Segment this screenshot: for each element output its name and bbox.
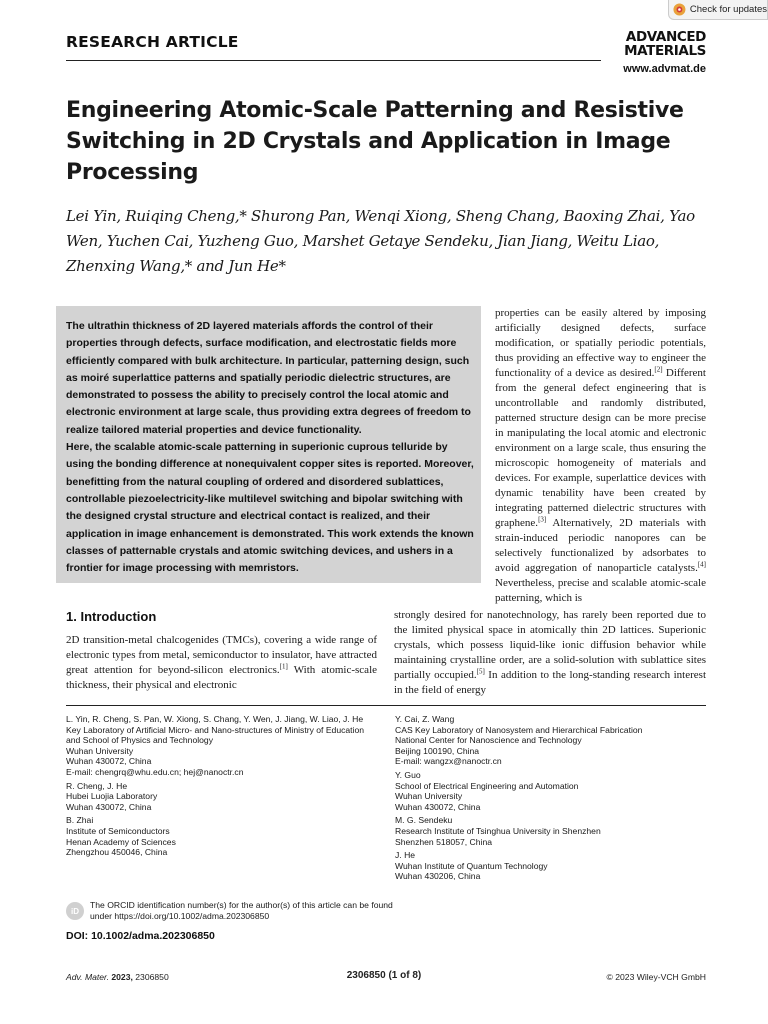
journal-url[interactable]: www.advmat.de bbox=[623, 63, 706, 75]
affiliation-authors: Y. Cai, Z. Wang bbox=[395, 714, 455, 724]
affiliation-line: Institute of Semiconductors bbox=[66, 825, 170, 836]
affiliation-block bbox=[395, 770, 707, 812]
affiliation-authors: M. G. Sendeku bbox=[395, 815, 453, 826]
affiliation-line: Beijing 100190, China bbox=[395, 745, 480, 756]
affiliation-line: Henan Academy of Sciences bbox=[66, 836, 176, 847]
check-for-updates-icon bbox=[673, 3, 686, 16]
article-title: Engineering Atomic-Scale Patterning and Resistive Switching in 2D Crystals and Application in Image Processing bbox=[66, 98, 684, 185]
header-divider bbox=[66, 60, 601, 61]
journal-logo-line2: MATERIALS bbox=[624, 43, 706, 59]
affiliation-line: Zhengzhou 450046, China bbox=[66, 847, 168, 858]
affiliation-authors: B. Zhai bbox=[66, 815, 94, 826]
check-for-updates-label: Check for updates bbox=[689, 4, 767, 15]
body-text-right-continuation: strongly desired for nanotechnology, has rarely been reported due to the limited physical space in atomically thin 2D lattices. Superionic crystals, which possess liquid-like ionic diffusion behavior while maintaining crystalline order, are a solid-solution with sublattice sites partially occupied.[5] In addition to the long-standing research interest in the field of energy bbox=[394, 609, 706, 696]
affiliations-divider bbox=[66, 705, 706, 706]
affiliation-line: Wuhan 430072, China bbox=[66, 756, 152, 767]
affiliation-line: Key Laboratory of Artificial Micro- and Nano-structures of Ministry of Education bbox=[66, 724, 365, 735]
affiliation-line: Wuhan University bbox=[395, 791, 463, 802]
affiliation-line: CAS Key Laboratory of Nanosystem and Hierarchical Fabrication bbox=[395, 724, 643, 735]
affiliation-line: Hubei Luojia Laboratory bbox=[66, 791, 158, 802]
footer-copyright: © 2023 Wiley-VCH GmbH bbox=[606, 972, 706, 982]
affiliation-line: Wuhan Institute of Quantum Technology bbox=[395, 860, 548, 871]
affiliations-right bbox=[395, 714, 707, 885]
affiliation-line: National Center for Nanoscience and Technology bbox=[395, 735, 582, 746]
citation-ref[interactable]: [5] bbox=[476, 667, 485, 676]
affiliation-block bbox=[66, 714, 366, 778]
author-list: Lei Yin, Ruiqing Cheng,* Shurong Pan, Wenqi Xiong, Sheng Chang, Baoxing Zhai, Yao Wen, Yuchen Cai, Yuzheng Guo, Marshet Getaye Sendeku, Jian Jiang, Weitu Liao, Zhenxing Wang,* and Jun He* bbox=[66, 207, 695, 275]
affiliation-line: Shenzhen 518057, China bbox=[395, 836, 492, 847]
footer-journal: Adv. Mater. bbox=[66, 972, 109, 982]
check-for-updates-button[interactable] bbox=[668, 0, 768, 20]
section-label: RESEARCH ARTICLE bbox=[66, 33, 239, 51]
affiliation-authors: L. Yin, R. Cheng, S. Pan, W. Xiong, S. Chang, Y. Wen, J. Jiang, W. Liao, J. He bbox=[66, 714, 364, 724]
abstract-paragraph-2: Here, the scalable atomic-scale patterning in superionic cuprous telluride by using the bonding difference at nonequivalent copper sites is reported. Moreover, benefitting from the natural coupling of ordered and disordered sublattices, controllable piezoelectricity-like multilevel switching and bipolar switching with the designed crystal structure and electrical contact is realized, and their application in image enhancement is demonstrated. This work extends the known classes of patternable crystals and atomic switching devices, and ushers in a frontier for image processing with memristors. bbox=[66, 441, 474, 575]
affiliation-block bbox=[66, 815, 366, 857]
doi[interactable]: DOI: 10.1002/adma.202306850 bbox=[66, 930, 215, 942]
affiliation-line: and School of Physics and Technology bbox=[66, 735, 213, 746]
page-number: 2306850 (1 of 8) bbox=[346, 970, 422, 981]
orcid-text[interactable]: The ORCID identification number(s) for the author(s) of this article can be found under https://doi.org/10.1002/adma.202306850 bbox=[90, 900, 393, 921]
section-heading-introduction: 1. Introduction bbox=[66, 609, 157, 624]
affiliation-line[interactable]: E-mail: chengrq@whu.edu.cn; hej@nanoctr.cn bbox=[66, 766, 244, 777]
affiliation-line: Wuhan University bbox=[66, 745, 134, 756]
orcid-icon: iD bbox=[66, 902, 84, 920]
footer-year: 2023, bbox=[111, 972, 133, 982]
affiliation-line: School of Electrical Engineering and Automation bbox=[395, 780, 579, 791]
affiliation-line: Research Institute of Tsinghua University in Shenzhen bbox=[395, 825, 601, 836]
citation-ref[interactable]: [2] bbox=[654, 365, 663, 374]
affiliation-authors: Y. Guo bbox=[395, 769, 421, 780]
affiliation-line: Wuhan 430072, China bbox=[66, 801, 152, 812]
orcid-note bbox=[66, 900, 396, 921]
affiliation-block bbox=[395, 714, 707, 767]
body-text-right-column: properties can be easily altered by imposing artificially designed defects, surface modification, or spatially periodic potentials, thus providing an effective way to engineer the functionality of a device as desired.[2] Different from the general defect engineering that is uncontrollable and randomly distributed, patterned structure design can be more precise in manipulating the local atomic and electronic environment on a large scale, thus ensuring the microscopic homogeneity of materials and devices. For example, superlattice devices with dynamic tenability have been created by integrating patterned dielectric structures with graphene.[3] Alternatively, 2D materials with strain-induced periodic nanopores can be selectively functionalized by adsorbates to avoid aggregation of nanoparticle catalysts.[4] Nevertheless, precise and scalable atomic-scale patterning, which is bbox=[495, 307, 706, 604]
journal-logo-line1: ADVANCED bbox=[625, 29, 706, 45]
abstract-paragraph-1: The ultrathin thickness of 2D layered materials affords the control of their properties through defects, surface modification, and electrostatic fields more efficiently compared with bulk architecture. In particular, patterning design, such as moiré superlattice patterns and spatially periodic dielectric structures, are demonstrated to possess the ability to precisely control the local atomic and electronic environment at large scale, thus providing extra degrees of freedom to realize tailored material properties and device functionality. bbox=[66, 320, 471, 436]
affiliation-block bbox=[395, 815, 707, 847]
footer-article-number: 2306850 bbox=[135, 972, 169, 982]
affiliation-line[interactable]: E-mail: wangzx@nanoctr.cn bbox=[395, 756, 502, 767]
affiliation-block bbox=[66, 781, 366, 813]
citation-ref[interactable]: [3] bbox=[538, 515, 547, 524]
affiliation-block bbox=[395, 850, 707, 882]
abstract bbox=[66, 318, 476, 577]
affiliation-line: Wuhan 430206, China bbox=[395, 871, 481, 882]
citation-ref[interactable]: [4] bbox=[697, 560, 706, 569]
affiliations-left bbox=[66, 714, 366, 861]
introduction-text: 2D transition-metal chalcogenides (TMCs), covering a wide range of electronic types from metal, semiconductor to insulator, have attracted great attention for beyond-silicon electronics.[1] With atomic-scale thickness, their physical and electronic bbox=[66, 634, 378, 691]
affiliation-authors: R. Cheng, J. He bbox=[66, 780, 128, 791]
journal-logo bbox=[603, 30, 706, 58]
affiliation-authors: J. He bbox=[395, 850, 416, 861]
affiliation-line: Wuhan 430072, China bbox=[395, 801, 481, 812]
citation-ref[interactable]: [1] bbox=[279, 662, 288, 671]
